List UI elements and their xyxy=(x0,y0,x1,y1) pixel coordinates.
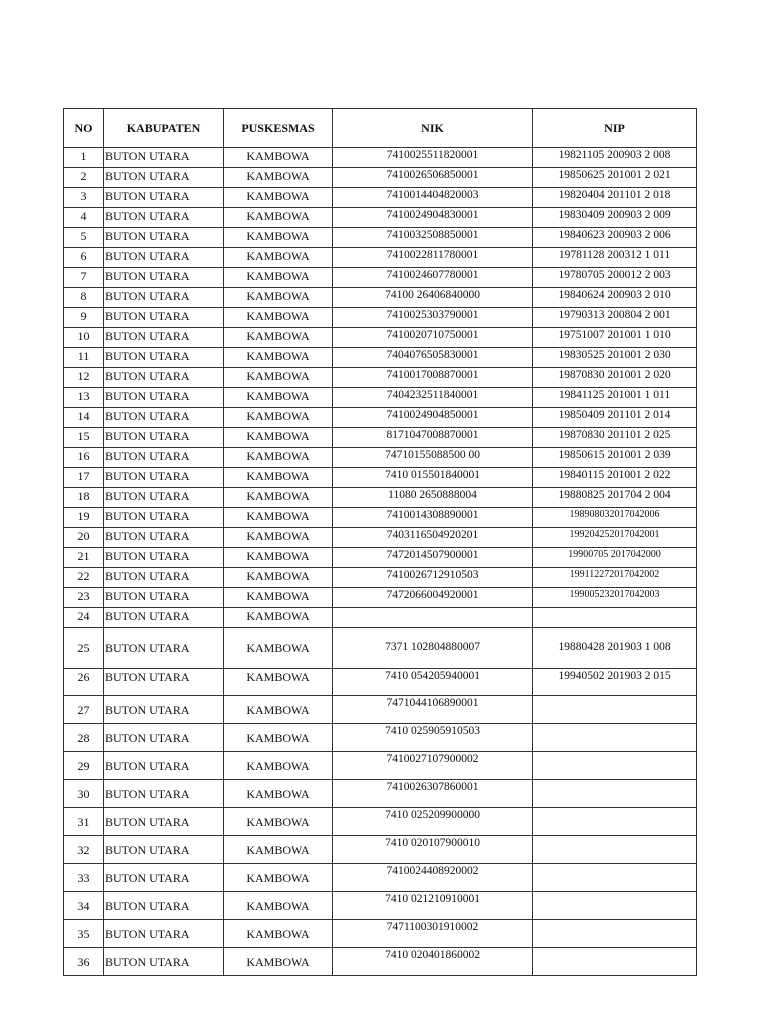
cell-kabupaten: BUTON UTARA xyxy=(104,488,224,508)
cell-nik: 7404076505830001 xyxy=(333,348,533,368)
table-row xyxy=(64,448,697,468)
cell-puskesmas: KAMBOWA xyxy=(224,808,333,836)
cell-kabupaten: BUTON UTARA xyxy=(104,508,224,528)
cell-no: 25 xyxy=(64,628,104,669)
table-row xyxy=(64,488,697,508)
cell-puskesmas: KAMBOWA xyxy=(224,468,333,488)
cell-nik: 11080 2650888004 xyxy=(333,488,533,508)
cell-no: 31 xyxy=(64,808,104,836)
cell-kabupaten: BUTON UTARA xyxy=(104,808,224,836)
cell-puskesmas: KAMBOWA xyxy=(224,752,333,780)
cell-puskesmas: KAMBOWA xyxy=(224,368,333,388)
cell-nik: 7410026712910503 xyxy=(333,568,533,588)
cell-kabupaten: BUTON UTARA xyxy=(104,288,224,308)
cell-kabupaten: BUTON UTARA xyxy=(104,328,224,348)
cell-kabupaten: BUTON UTARA xyxy=(104,724,224,752)
cell-puskesmas: KAMBOWA xyxy=(224,836,333,864)
cell-no: 5 xyxy=(64,228,104,248)
cell-no: 23 xyxy=(64,588,104,608)
cell-nik: 7410025511820001 xyxy=(333,148,533,168)
table-row xyxy=(64,368,697,388)
header-puskesmas: PUSKESMAS xyxy=(224,109,333,148)
cell-puskesmas: KAMBOWA xyxy=(224,348,333,368)
cell-puskesmas: KAMBOWA xyxy=(224,328,333,348)
cell-puskesmas: KAMBOWA xyxy=(224,428,333,448)
table-header xyxy=(64,109,697,148)
cell-no: 15 xyxy=(64,428,104,448)
cell-nik: 7472014507900001 xyxy=(333,548,533,568)
cell-nip: 19830409 200903 2 009 xyxy=(533,208,697,228)
cell-puskesmas: KAMBOWA xyxy=(224,628,333,669)
table-row xyxy=(64,428,697,448)
cell-nik: 7410024408920002 xyxy=(333,864,533,892)
cell-nip xyxy=(533,864,697,892)
header-nik: NIK xyxy=(333,109,533,148)
cell-puskesmas: KAMBOWA xyxy=(224,920,333,948)
cell-nik: 7410025303790001 xyxy=(333,308,533,328)
cell-puskesmas: KAMBOWA xyxy=(224,268,333,288)
table-row xyxy=(64,388,697,408)
cell-no: 34 xyxy=(64,892,104,920)
cell-no: 32 xyxy=(64,836,104,864)
cell-nip: 19821105 200903 2 008 xyxy=(533,148,697,168)
cell-no: 24 xyxy=(64,608,104,628)
cell-nip: 19850625 201001 2 021 xyxy=(533,168,697,188)
cell-no: 30 xyxy=(64,780,104,808)
cell-puskesmas: KAMBOWA xyxy=(224,308,333,328)
cell-no: 17 xyxy=(64,468,104,488)
cell-puskesmas: KAMBOWA xyxy=(224,488,333,508)
cell-nip xyxy=(533,808,697,836)
cell-kabupaten: BUTON UTARA xyxy=(104,168,224,188)
cell-no: 35 xyxy=(64,920,104,948)
cell-kabupaten: BUTON UTARA xyxy=(104,388,224,408)
cell-nip: 19820404 201101 2 018 xyxy=(533,188,697,208)
cell-no: 16 xyxy=(64,448,104,468)
cell-nip: 19780705 200012 2 003 xyxy=(533,268,697,288)
table-row xyxy=(64,836,697,864)
cell-no: 4 xyxy=(64,208,104,228)
table-row xyxy=(64,588,697,608)
table-row xyxy=(64,188,697,208)
cell-nik: 7410 021210910001 xyxy=(333,892,533,920)
table-row xyxy=(64,752,697,780)
cell-puskesmas: KAMBOWA xyxy=(224,248,333,268)
cell-nip xyxy=(533,696,697,724)
cell-no: 11 xyxy=(64,348,104,368)
table-row xyxy=(64,348,697,368)
cell-puskesmas: KAMBOWA xyxy=(224,508,333,528)
cell-kabupaten: BUTON UTARA xyxy=(104,448,224,468)
cell-no: 2 xyxy=(64,168,104,188)
cell-nip: 19751007 201001 1 010 xyxy=(533,328,697,348)
table-row xyxy=(64,328,697,348)
cell-no: 9 xyxy=(64,308,104,328)
cell-puskesmas: KAMBOWA xyxy=(224,228,333,248)
cell-nip: 19840115 201001 2 022 xyxy=(533,468,697,488)
table-body xyxy=(64,148,697,976)
cell-nik: 7410024904850001 xyxy=(333,408,533,428)
table-row xyxy=(64,468,697,488)
cell-puskesmas: KAMBOWA xyxy=(224,948,333,976)
cell-puskesmas: KAMBOWA xyxy=(224,288,333,308)
cell-puskesmas: KAMBOWA xyxy=(224,528,333,548)
cell-nik: 7410024904830001 xyxy=(333,208,533,228)
table-row xyxy=(64,628,697,669)
cell-nik: 7403116504920201 xyxy=(333,528,533,548)
personnel-table xyxy=(63,108,697,976)
cell-nip xyxy=(533,780,697,808)
table-row xyxy=(64,168,697,188)
cell-no: 1 xyxy=(64,148,104,168)
cell-puskesmas: KAMBOWA xyxy=(224,548,333,568)
cell-nip: 19900705 2017042000 xyxy=(533,548,697,568)
cell-nik: 7410 025905910503 xyxy=(333,724,533,752)
table-row xyxy=(64,808,697,836)
cell-nip: 19850409 201101 2 014 xyxy=(533,408,697,428)
cell-kabupaten: BUTON UTARA xyxy=(104,248,224,268)
cell-no: 12 xyxy=(64,368,104,388)
cell-nip: 19840624 200903 2 010 xyxy=(533,288,697,308)
table-row xyxy=(64,948,697,976)
table-row xyxy=(64,528,697,548)
cell-nip xyxy=(533,948,697,976)
cell-kabupaten: BUTON UTARA xyxy=(104,308,224,328)
table-row xyxy=(64,408,697,428)
cell-kabupaten: BUTON UTARA xyxy=(104,348,224,368)
cell-nip: 199112272017042002 xyxy=(533,568,697,588)
cell-nip: 19830525 201001 2 030 xyxy=(533,348,697,368)
cell-nik: 7472066004920001 xyxy=(333,588,533,608)
cell-nik: 7410017008870001 xyxy=(333,368,533,388)
cell-puskesmas: KAMBOWA xyxy=(224,608,333,628)
cell-no: 28 xyxy=(64,724,104,752)
header-no: NO xyxy=(64,109,104,148)
cell-nip: 199005232017042003 xyxy=(533,588,697,608)
table-row xyxy=(64,548,697,568)
cell-nik: 7410027107900002 xyxy=(333,752,533,780)
table-row xyxy=(64,920,697,948)
cell-puskesmas: KAMBOWA xyxy=(224,669,333,696)
cell-kabupaten: BUTON UTARA xyxy=(104,368,224,388)
cell-no: 8 xyxy=(64,288,104,308)
cell-kabupaten: BUTON UTARA xyxy=(104,208,224,228)
cell-nip: 19870830 201001 2 020 xyxy=(533,368,697,388)
cell-nik: 7404232511840001 xyxy=(333,388,533,408)
cell-puskesmas: KAMBOWA xyxy=(224,168,333,188)
table-row xyxy=(64,724,697,752)
cell-puskesmas: KAMBOWA xyxy=(224,408,333,428)
cell-nip: 19840623 200903 2 006 xyxy=(533,228,697,248)
cell-no: 6 xyxy=(64,248,104,268)
cell-kabupaten: BUTON UTARA xyxy=(104,669,224,696)
cell-kabupaten: BUTON UTARA xyxy=(104,864,224,892)
table-row xyxy=(64,568,697,588)
cell-puskesmas: KAMBOWA xyxy=(224,208,333,228)
cell-nik: 7410 020401860002 xyxy=(333,948,533,976)
table-row xyxy=(64,696,697,724)
cell-no: 26 xyxy=(64,669,104,696)
cell-nip: 19940502 201903 2 015 xyxy=(533,669,697,696)
cell-nip: 19850615 201001 2 039 xyxy=(533,448,697,468)
cell-nip xyxy=(533,752,697,780)
table-row xyxy=(64,864,697,892)
table-row xyxy=(64,248,697,268)
cell-nip: 199204252017042001 xyxy=(533,528,697,548)
table-row xyxy=(64,892,697,920)
cell-kabupaten: BUTON UTARA xyxy=(104,568,224,588)
cell-kabupaten: BUTON UTARA xyxy=(104,468,224,488)
cell-puskesmas: KAMBOWA xyxy=(224,780,333,808)
header-row xyxy=(64,109,697,148)
cell-kabupaten: BUTON UTARA xyxy=(104,920,224,948)
header-nip: NIP xyxy=(533,109,697,148)
cell-nik: 7410014404820003 xyxy=(333,188,533,208)
cell-nip xyxy=(533,608,697,628)
cell-nip: 19781128 200312 1 011 xyxy=(533,248,697,268)
cell-puskesmas: KAMBOWA xyxy=(224,892,333,920)
cell-no: 18 xyxy=(64,488,104,508)
cell-kabupaten: BUTON UTARA xyxy=(104,696,224,724)
cell-nik: 74710155088500 00 xyxy=(333,448,533,468)
cell-nik: 7410026307860001 xyxy=(333,780,533,808)
cell-no: 19 xyxy=(64,508,104,528)
header-kabupaten: KABUPATEN xyxy=(104,109,224,148)
cell-nik: 7410026506850001 xyxy=(333,168,533,188)
cell-puskesmas: KAMBOWA xyxy=(224,188,333,208)
cell-puskesmas: KAMBOWA xyxy=(224,388,333,408)
cell-nip: 19841125 201001 1 011 xyxy=(533,388,697,408)
cell-kabupaten: BUTON UTARA xyxy=(104,228,224,248)
cell-puskesmas: KAMBOWA xyxy=(224,696,333,724)
cell-kabupaten: BUTON UTARA xyxy=(104,408,224,428)
cell-kabupaten: BUTON UTARA xyxy=(104,548,224,568)
table-row xyxy=(64,208,697,228)
cell-puskesmas: KAMBOWA xyxy=(224,448,333,468)
cell-kabupaten: BUTON UTARA xyxy=(104,628,224,669)
cell-puskesmas: KAMBOWA xyxy=(224,864,333,892)
cell-no: 10 xyxy=(64,328,104,348)
cell-puskesmas: KAMBOWA xyxy=(224,568,333,588)
cell-no: 20 xyxy=(64,528,104,548)
cell-nik: 7410022811780001 xyxy=(333,248,533,268)
cell-no: 36 xyxy=(64,948,104,976)
cell-nip: 19880825 201704 2 004 xyxy=(533,488,697,508)
cell-nip: 19880428 201903 1 008 xyxy=(533,628,697,669)
cell-no: 14 xyxy=(64,408,104,428)
table-row xyxy=(64,669,697,696)
cell-nik: 7410 054205940001 xyxy=(333,669,533,696)
cell-nik: 7471100301910002 xyxy=(333,920,533,948)
cell-kabupaten: BUTON UTARA xyxy=(104,588,224,608)
cell-nik: 7410 025209900000 xyxy=(333,808,533,836)
table-row xyxy=(64,508,697,528)
cell-no: 21 xyxy=(64,548,104,568)
cell-kabupaten: BUTON UTARA xyxy=(104,752,224,780)
cell-puskesmas: KAMBOWA xyxy=(224,588,333,608)
cell-nik: 7471044106890001 xyxy=(333,696,533,724)
cell-nip: 19870830 201101 2 025 xyxy=(533,428,697,448)
cell-no: 7 xyxy=(64,268,104,288)
cell-puskesmas: KAMBOWA xyxy=(224,724,333,752)
cell-kabupaten: BUTON UTARA xyxy=(104,948,224,976)
cell-no: 29 xyxy=(64,752,104,780)
table-row xyxy=(64,268,697,288)
cell-kabupaten: BUTON UTARA xyxy=(104,148,224,168)
cell-nik: 7410014308890001 xyxy=(333,508,533,528)
cell-no: 27 xyxy=(64,696,104,724)
cell-nik: 8171047008870001 xyxy=(333,428,533,448)
cell-nip: 19790313 200804 2 001 xyxy=(533,308,697,328)
cell-nip xyxy=(533,724,697,752)
cell-nip xyxy=(533,892,697,920)
cell-kabupaten: BUTON UTARA xyxy=(104,528,224,548)
cell-kabupaten: BUTON UTARA xyxy=(104,780,224,808)
table-row xyxy=(64,288,697,308)
cell-nip: 198908032017042006 xyxy=(533,508,697,528)
cell-kabupaten: BUTON UTARA xyxy=(104,268,224,288)
cell-nik: 7410024607780001 xyxy=(333,268,533,288)
cell-no: 33 xyxy=(64,864,104,892)
table-row xyxy=(64,608,697,628)
table-row xyxy=(64,780,697,808)
cell-puskesmas: KAMBOWA xyxy=(224,148,333,168)
cell-nip xyxy=(533,920,697,948)
cell-no: 13 xyxy=(64,388,104,408)
table-row xyxy=(64,308,697,328)
cell-nik: 7410 015501840001 xyxy=(333,468,533,488)
cell-nik: 7410020710750001 xyxy=(333,328,533,348)
cell-no: 3 xyxy=(64,188,104,208)
cell-kabupaten: BUTON UTARA xyxy=(104,608,224,628)
cell-nik: 7371 102804880007 xyxy=(333,628,533,669)
cell-nik xyxy=(333,608,533,628)
cell-kabupaten: BUTON UTARA xyxy=(104,188,224,208)
cell-kabupaten: BUTON UTARA xyxy=(104,836,224,864)
cell-kabupaten: BUTON UTARA xyxy=(104,428,224,448)
table-row xyxy=(64,228,697,248)
cell-nik: 74100 26406840000 xyxy=(333,288,533,308)
cell-kabupaten: BUTON UTARA xyxy=(104,892,224,920)
cell-nik: 7410032508850001 xyxy=(333,228,533,248)
cell-nip xyxy=(533,836,697,864)
cell-no: 22 xyxy=(64,568,104,588)
table-row xyxy=(64,148,697,168)
cell-nik: 7410 020107900010 xyxy=(333,836,533,864)
